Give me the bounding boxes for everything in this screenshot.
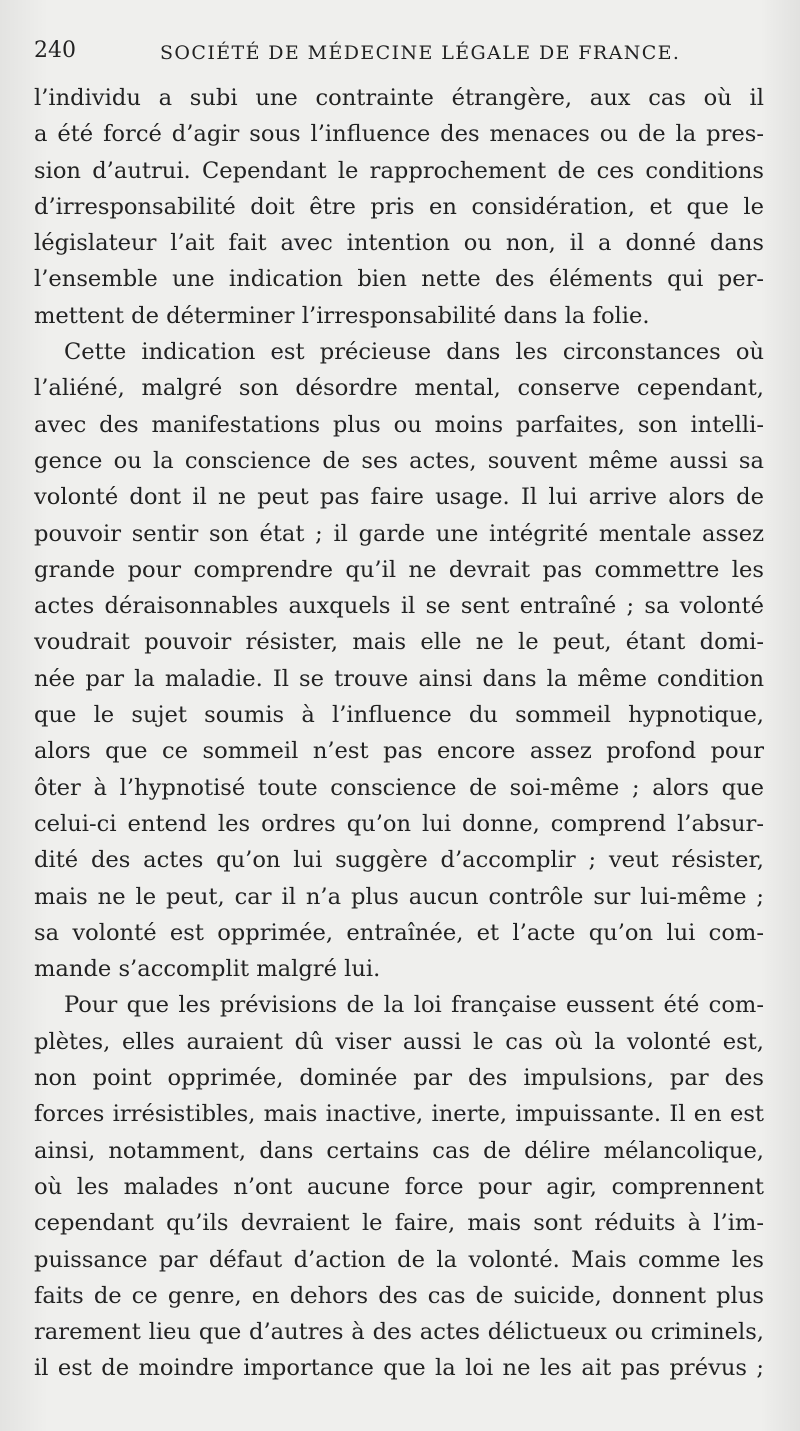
page-number: 240 bbox=[34, 38, 76, 63]
paragraph-1 bbox=[34, 80, 764, 334]
running-title: SOCIÉTÉ DE MÉDECINE LÉGALE DE FRANCE. bbox=[160, 42, 681, 64]
text-line: l’individu a subi une contrainte étrangère, aux cas où il bbox=[34, 85, 764, 111]
text-line: Cette indication est précieuse dans les circonstances où bbox=[64, 339, 764, 366]
text-line: voudrait pouvoir résister, mais elle ne le peut, étant domi- bbox=[34, 629, 764, 656]
text-line: a été forcé d’agir sous l’influence des menaces ou de la pres- bbox=[34, 121, 764, 148]
text-line: plètes, elles auraient dû viser aussi le cas où la volonté est, bbox=[34, 1028, 764, 1055]
text-line: d’irresponsabilité doit être pris en considération, et que le bbox=[34, 193, 764, 220]
text-line: née par la maladie. Il se trouve ainsi dans la même condition bbox=[34, 665, 764, 692]
paragraph-2 bbox=[34, 334, 764, 987]
text-line: sa volonté est opprimée, entraînée, et l’acte qu’on lui com- bbox=[34, 919, 764, 946]
text-line: forces irrésistibles, mais inactive, inerte, impuissante. Il en est bbox=[34, 1101, 764, 1128]
text-line: mande s’accomplit malgré lui. bbox=[34, 956, 381, 983]
text-line: gence ou la conscience de ses actes, souvent même aussi sa bbox=[34, 447, 764, 474]
text-line: cependant qu’ils devraient le faire, mais sont réduits à l’im- bbox=[34, 1210, 764, 1237]
text-line: dité des actes qu’on lui suggère d’accomplir ; veut résister, bbox=[34, 847, 764, 874]
text-line: pouvoir sentir son état ; il garde une intégrité mentale assez bbox=[34, 520, 764, 547]
text-line: puissance par défaut d’action de la volonté. Mais comme les bbox=[34, 1246, 764, 1273]
text-line: l’ensemble une indication bien nette des éléments qui per- bbox=[34, 266, 764, 293]
text-line: mettent de déterminer l’irresponsabilité dans la folie. bbox=[34, 302, 650, 329]
paragraph-3 bbox=[34, 987, 764, 1386]
running-head bbox=[34, 38, 764, 80]
text-line: faits de ce genre, en dehors des cas de suicide, donnent plus bbox=[34, 1282, 764, 1309]
text-line: l’aliéné, malgré son désordre mental, conserve cependant, bbox=[34, 375, 764, 402]
text-line: législateur l’ait fait avec intention ou non, il a donné dans bbox=[34, 230, 764, 257]
text-line: que le sujet soumis à l’influence du sommeil hypnotique, bbox=[34, 702, 764, 729]
text-line: avec des manifestations plus ou moins parfaites, son intelli- bbox=[34, 411, 764, 438]
text-line: non point opprimée, dominée par des impulsions, par des bbox=[34, 1065, 764, 1092]
text-line: où les malades n’ont aucune force pour agir, comprennent bbox=[34, 1173, 764, 1200]
text-line: ainsi, notamment, dans certains cas de délire mélancolique, bbox=[34, 1137, 764, 1164]
text-line: Pour que les prévisions de la loi française eussent été com- bbox=[64, 992, 764, 1019]
text-line: actes déraisonnables auxquels il se sent entraîné ; sa volonté bbox=[34, 593, 764, 620]
text-line: il est de moindre importance que la loi ne les ait pas prévus ; bbox=[34, 1355, 764, 1382]
text-line: volonté dont il ne peut pas faire usage. Il lui arrive alors de bbox=[34, 484, 764, 511]
text-line: celui-ci entend les ordres qu’on lui donne, comprend l’absur- bbox=[34, 810, 764, 837]
text-line: mais ne le peut, car il n’a plus aucun contrôle sur lui-même ; bbox=[34, 883, 764, 910]
text-line: rarement lieu que d’autres à des actes délictueux ou criminels, bbox=[34, 1319, 764, 1346]
body-text bbox=[34, 80, 764, 1387]
text-line: alors que ce sommeil n’est pas encore assez profond pour bbox=[34, 738, 764, 765]
text-line: sion d’autrui. Cependant le rapprochement de ces conditions bbox=[34, 157, 764, 184]
text-line: ôter à l’hypnotisé toute conscience de soi-même ; alors que bbox=[34, 774, 764, 801]
text-line: grande pour comprendre qu’il ne devrait pas commettre les bbox=[34, 556, 764, 583]
